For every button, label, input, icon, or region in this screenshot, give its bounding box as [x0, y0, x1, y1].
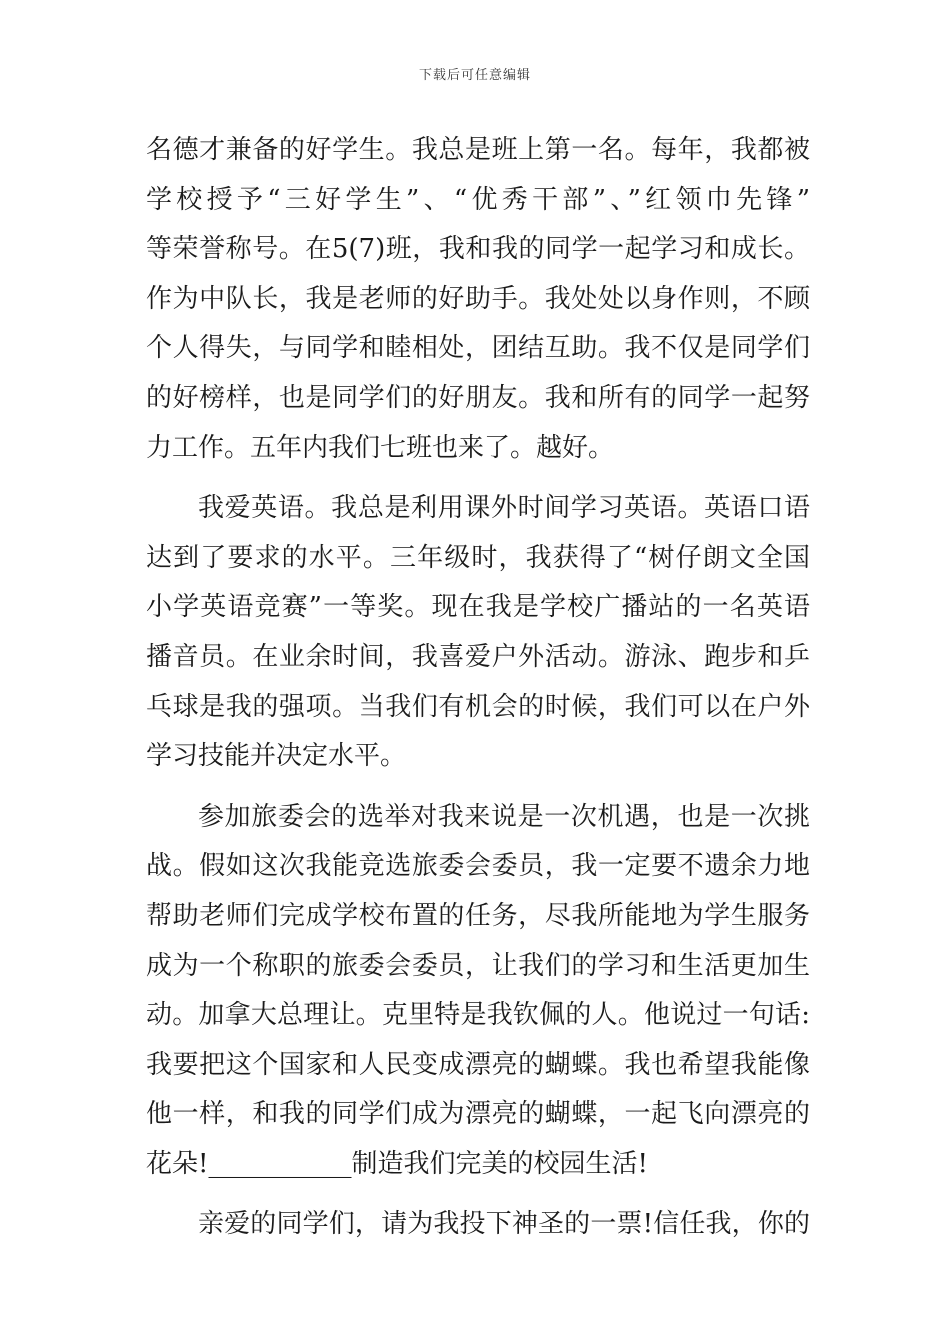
paragraph-3-line-1: 参加旅委会的选举对我来说是一次机遇，也是一次挑 [198, 801, 810, 832]
paragraph-1-line-7: 力工作。五年内我们七班也来了。越好。 [146, 432, 615, 463]
document-body [146, 126, 810, 1250]
paragraph-3-line-4: 成为一个称职的旅委会委员，让我们的学习和生活更加生 [146, 950, 810, 981]
paragraph-2-line-2: 达到了要求的水平。三年级时，我获得了“树仔朗文全国 [146, 542, 810, 573]
paragraph-1-line-3: 等荣誉称号。在5(7)班，我和我的同学一起学习和成长。 [146, 234, 810, 265]
paragraph-2-line-4: 播音员。在业余时间，我喜爱户外活动。游泳、跑步和乒 [146, 641, 810, 672]
paragraph-2-line-6: 学习技能并决定水平。 [146, 741, 407, 772]
paragraph-3-line-7: 他一样，和我的同学们成为漂亮的蝴蝶，一起飞向漂亮的 [146, 1099, 810, 1130]
paragraph-1-line-5: 个人得失，与同学和睦相处，团结互助。我不仅是同学们 [146, 333, 810, 364]
paragraph-2-line-1: 我爱英语。我总是利用课外时间学习英语。英语口语 [198, 493, 810, 524]
paragraph-3-line-5: 动。加拿大总理让。克里特是我钦佩的人。他说过一句话: [146, 1000, 810, 1031]
paragraph-3-line-8: 花朵!___________制造我们完美的校园生活! [146, 1148, 648, 1179]
paragraph-1-line-6: 的好榜样，也是同学们的好朋友。我和所有的同学一起努 [146, 382, 810, 413]
page-header-note: 下载后可任意编辑 [418, 68, 531, 83]
paragraph-2-line-5: 乓球是我的强项。当我们有机会的时候，我们可以在户外 [146, 691, 810, 722]
paragraph-3-line-6: 我要把这个国家和人民变成漂亮的蝴蝶。我也希望我能像 [146, 1049, 810, 1080]
paragraph-1-line-2: 学校授予“三好学生”、“优秀干部”、”红领巾先锋” [146, 184, 810, 215]
paragraph-4-line-1: 亲爱的同学们，请为我投下神圣的一票!信任我，你的 [198, 1209, 810, 1240]
paragraph-1-line-1: 名德才兼备的好学生。我总是班上第一名。每年，我都被 [146, 135, 810, 165]
paragraph-1-line-4: 作为中队长，我是老师的好助手。我处处以身作则，不顾 [146, 283, 810, 314]
paragraph-3-line-2: 战。假如这次我能竞选旅委会委员，我一定要不遗余力地 [146, 851, 810, 882]
paragraph-3-line-3: 帮助老师们完成学校布置的任务，尽我所能地为学生服务 [146, 900, 810, 931]
paragraph-2-line-3: 小学英语竞赛”一等奖。现在我是学校广播站的一名英语 [146, 592, 810, 623]
